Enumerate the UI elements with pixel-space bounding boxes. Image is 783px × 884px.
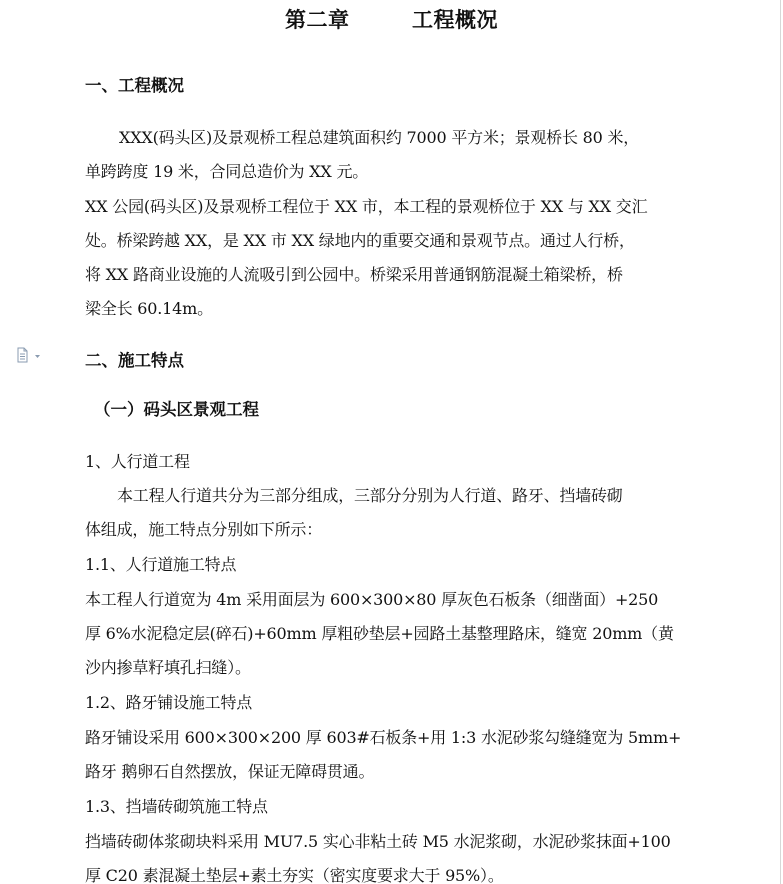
text-line: 沙内掺草籽填孔扫缝）。 bbox=[85, 658, 251, 677]
chapter-title: 第二章 工程概况 bbox=[285, 8, 498, 32]
text-line: 1.1、人行道施工特点 bbox=[85, 555, 237, 574]
text-line: 路牙铺设采用 600×300×200 厚 603#石板条+用 1:3 水泥砂浆勾缝缝宽为 5mm+ bbox=[85, 728, 682, 747]
text-line: 本工程人行道共分为三部分组成，三部分分别为人行道、路牙、挡墙砖砌 bbox=[117, 486, 623, 505]
text-line: 单跨跨度 19 米，合同总造价为 XX 元。 bbox=[85, 162, 369, 181]
text-line: 厚 6%水泥稳定层(碎石)+60mm 厚粗砂垫层+园路土基整理路床，缝宽 20mm（黄 bbox=[85, 624, 674, 643]
text-line: XX 公园(码头区)及景观桥工程位于 XX 市，本工程的景观桥位于 XX 与 XX 交汇 bbox=[85, 197, 648, 216]
text-line: 梁全长 60.14m。 bbox=[85, 299, 213, 318]
text-line: 处。桥梁跨越 XX，是 XX 市 XX 绿地内的重要交通和景观节点。通过人行桥， bbox=[85, 231, 635, 250]
text-line: XXX(码头区)及景观桥工程总建筑面积约 7000 平方米；景观桥长 80 米， bbox=[119, 128, 640, 147]
page-edge-divider bbox=[780, 0, 781, 884]
paragraph-retaining-wall bbox=[85, 825, 725, 884]
section-heading-overview: 一、工程概况 bbox=[85, 76, 184, 95]
text-line: 将 XX 路商业设施的人流吸引到公园中。桥梁采用普通钢筋混凝土箱梁桥，桥 bbox=[85, 265, 623, 284]
text-line: 1.3、挡墙砖砌筑施工特点 bbox=[85, 797, 268, 816]
text-line: 本工程人行道宽为 4m 采用面层为 600×300×80 厚灰色石板条（细凿面）+250 bbox=[85, 590, 659, 609]
paragraph-overview-1 bbox=[85, 121, 725, 189]
paragraph-sidewalk bbox=[85, 479, 725, 547]
item-title-retaining-wall bbox=[85, 790, 725, 824]
subsection-heading-dock-area: （一）码头区景观工程 bbox=[94, 400, 259, 419]
text-line: 厚 C20 素混凝土垫层+素土夯实（密实度要求大于 95%）。 bbox=[85, 866, 504, 884]
text-line: 1、人行道工程 bbox=[85, 452, 190, 471]
item-title-curb-features bbox=[85, 686, 725, 720]
item-title-sidewalk-features bbox=[85, 548, 725, 582]
text-line: 1.2、路牙铺设施工特点 bbox=[85, 693, 253, 712]
paragraph-overview-2 bbox=[85, 190, 725, 326]
text-line: 体组成，施工特点分别如下所示： bbox=[85, 520, 323, 539]
paragraph-curb-features bbox=[85, 721, 725, 789]
text-line: 挡墙砖砌体浆砌块料采用 MU7.5 实心非粘土砖 M5 水泥浆砌，水泥砂浆抹面+100 bbox=[85, 832, 671, 851]
document-options-icon[interactable] bbox=[15, 347, 45, 363]
text-line: 路牙 鹅卵石自然摆放，保证无障碍贯通。 bbox=[85, 762, 375, 781]
item-title-sidewalk bbox=[85, 445, 725, 479]
section-heading-features: 二、施工特点 bbox=[85, 351, 184, 370]
paragraph-sidewalk-features bbox=[85, 583, 725, 685]
